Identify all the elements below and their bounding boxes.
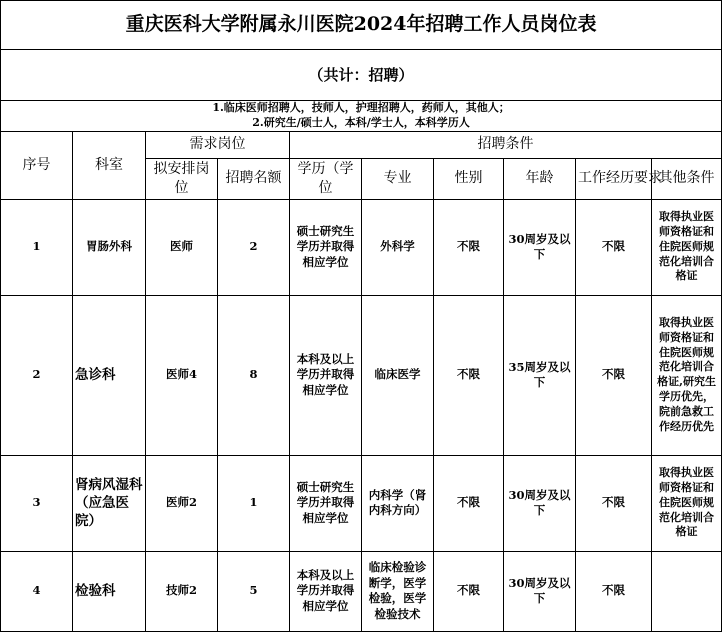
row-position: 医师2 — [146, 455, 218, 551]
row-other: 取得执业医师资格证和住院医师规范化培训合格证 — [652, 199, 722, 295]
header-experience: 工作经历要求 — [576, 158, 652, 199]
table-row — [1, 455, 722, 551]
row-major: 内科学（肾内科方向） — [362, 455, 434, 551]
row-age: 30周岁及以下 — [504, 199, 576, 295]
row-seq: 2 — [1, 295, 73, 455]
row-dept: 检验科 — [73, 551, 146, 631]
row-age: 30周岁及以下 — [504, 551, 576, 631]
row-position: 医师 — [146, 199, 218, 295]
row-experience: 不限 — [576, 551, 652, 631]
summary-notes — [1, 101, 722, 132]
row-seq: 1 — [1, 199, 73, 295]
row-gender: 不限 — [434, 199, 504, 295]
row-position: 技师2 — [146, 551, 218, 631]
row-gender: 不限 — [434, 551, 504, 631]
header-age: 年龄 — [504, 158, 576, 199]
row-seq: 3 — [1, 455, 73, 551]
table-row — [1, 551, 722, 631]
row-experience: 不限 — [576, 295, 652, 455]
row-education: 硕士研究生学历并取得相应学位 — [290, 199, 362, 295]
header-position: 拟安排岗位 — [146, 158, 218, 199]
row-education: 硕士研究生学历并取得相应学位 — [290, 455, 362, 551]
row-dept: 胃肠外科 — [73, 199, 146, 295]
row-gender: 不限 — [434, 295, 504, 455]
table-row — [1, 199, 722, 295]
row-age: 35周岁及以下 — [504, 295, 576, 455]
row-major: 临床检验诊断学，医学检验，医学检验技术 — [362, 551, 434, 631]
row-other — [652, 551, 722, 631]
row-education: 本科及以上学历并取得相应学位 — [290, 295, 362, 455]
header-seq: 序号 — [1, 131, 73, 199]
row-quota: 1 — [218, 455, 290, 551]
row-experience: 不限 — [576, 199, 652, 295]
row-quota: 2 — [218, 199, 290, 295]
row-seq: 4 — [1, 551, 73, 631]
header-education: 学历（学位 — [290, 158, 362, 199]
row-dept: 急诊科 — [73, 295, 146, 455]
header-gender: 性别 — [434, 158, 504, 199]
row-experience: 不限 — [576, 455, 652, 551]
header-conditions-group: 招聘条件 — [290, 131, 722, 158]
row-major: 临床医学 — [362, 295, 434, 455]
row-quota: 5 — [218, 551, 290, 631]
header-quota: 招聘名额 — [218, 158, 290, 199]
total-summary: （共计：招聘） — [1, 50, 722, 101]
row-other: 取得执业医师资格证和住院医师规范化培训合格证,研究生学历优先，院前急救工作经历优先 — [652, 295, 722, 455]
row-age: 30周岁及以下 — [504, 455, 576, 551]
note-line-2: 2.研究生/硕士人，本科/学士人，本科学历人 — [252, 115, 470, 129]
row-quota: 8 — [218, 295, 290, 455]
header-other: 其他条件 — [652, 158, 722, 199]
note-line-1: 1.临床医师招聘人，技师人，护理招聘人，药师人，其他人； — [212, 101, 510, 114]
row-major: 外科学 — [362, 199, 434, 295]
header-major: 专业 — [362, 158, 434, 199]
table-row — [1, 295, 722, 455]
page-title: 重庆医科大学附属永川医院2024年招聘工作人员岗位表 — [1, 1, 722, 50]
header-dept: 科室 — [73, 131, 146, 199]
row-other: 取得执业医师资格证和住院医师规范化培训合格证 — [652, 455, 722, 551]
header-demand-group: 需求岗位 — [146, 131, 290, 158]
row-education: 本科及以上学历并取得相应学位 — [290, 551, 362, 631]
row-gender: 不限 — [434, 455, 504, 551]
row-dept: 肾病风湿科（应急医院） — [73, 455, 146, 551]
row-position: 医师4 — [146, 295, 218, 455]
